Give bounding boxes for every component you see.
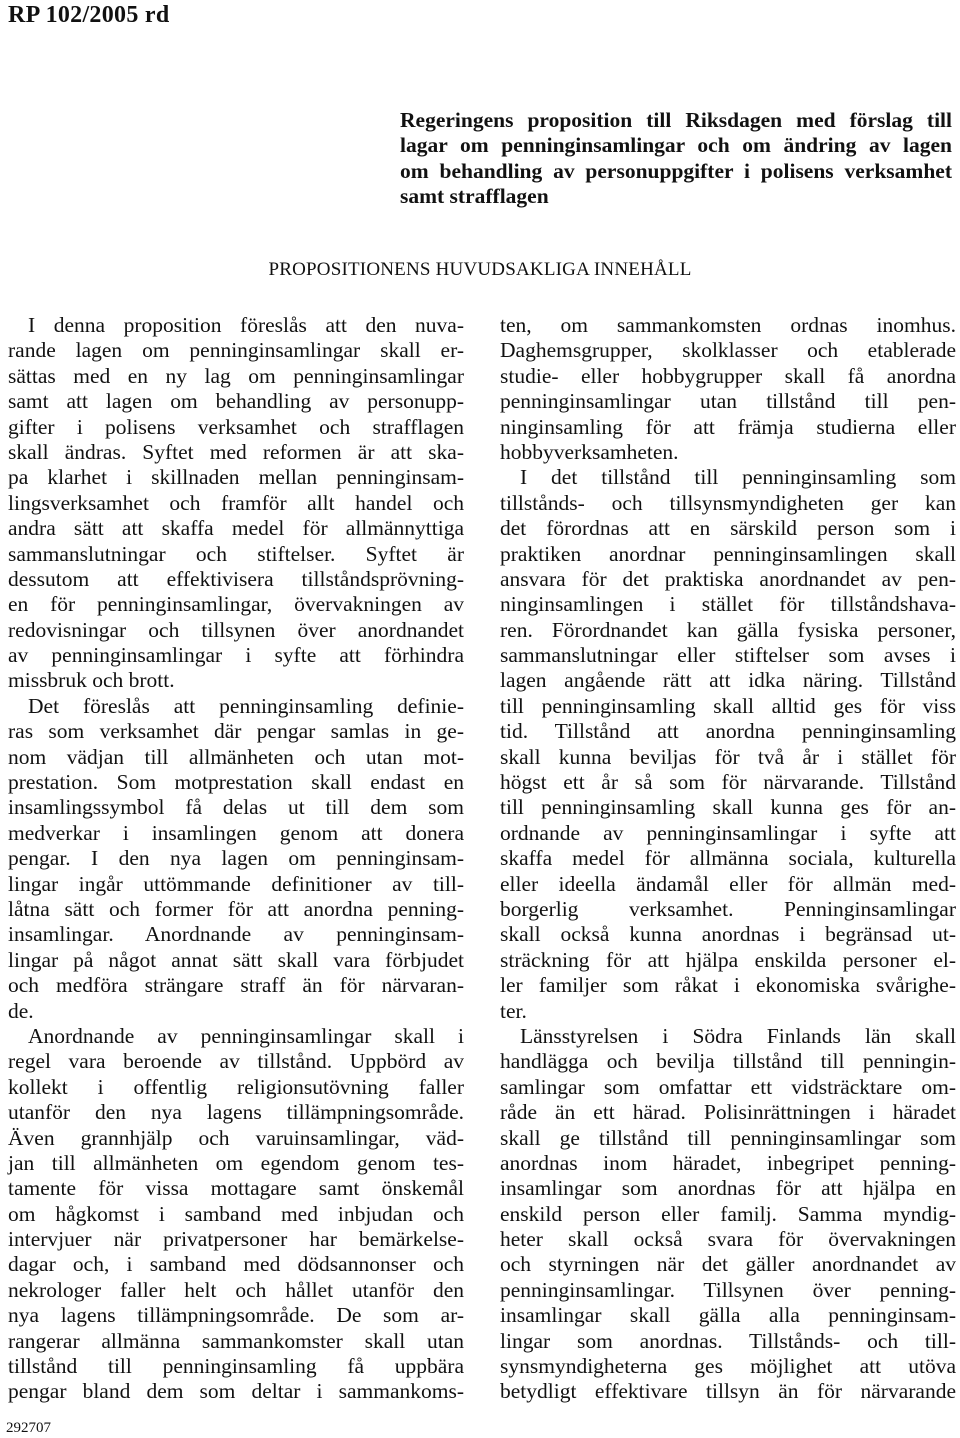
text-line: prestation. Som motprestation skall endast en (8, 770, 464, 795)
text-line: pa klarhet i skillnaden mellan penninginsam- (8, 465, 464, 490)
title-line: Regeringens proposition till Riksdagen med förslag till (400, 108, 952, 132)
text-line: skall ändras. Syftet med reformen är att ska- (8, 439, 464, 464)
text-line: Anordnande av penninginsamlingar skall i (28, 1023, 464, 1048)
text-line: ninginsamling för att främja studierna eller (500, 414, 956, 439)
text-line: ten, om sammankomsten ordnas inomhus. (500, 313, 956, 337)
text-line: tillstånds- och tillsynsmyndigheten ger kan (500, 490, 956, 515)
text-line: de. (8, 998, 34, 1023)
text-line: råde än ett härad. Polisinrättningen i häradet (500, 1100, 956, 1125)
text-line: insamlingssymbol få delas ut till dem som (8, 795, 464, 820)
text-line: I denna proposition föreslås att den nuva- (28, 313, 464, 337)
text-line: Det föreslås att penninginsamling definie- (28, 693, 464, 718)
text-line: det förordnas att en särskild person som i (500, 516, 956, 541)
text-line: medverkar i insamlingen genom att donera (8, 820, 464, 845)
text-line: studie- eller hobbygrupper skall få anordna (500, 363, 956, 388)
text-line: ler familjer som råkat i ekonomiska svårighe- (500, 973, 956, 998)
text-line: gifter i polisens verksamhet och strafflagen (8, 414, 464, 439)
text-line: ansvara för det praktiska anordnandet av pen- (500, 566, 956, 591)
text-line: om hågkomst i samband med inbjudan och (8, 1201, 464, 1226)
title-line: lagar om penninginsamlingar och om ändring av lagen (400, 133, 952, 158)
text-line: tillstånd till penninginsamling få uppbära (8, 1354, 464, 1379)
text-line: lingar som anordnas. Tillstånds- och till- (500, 1328, 956, 1353)
text-line: sträckning för att hjälpa enskilda personer el- (500, 947, 956, 972)
text-line: och styrningen när det gäller anordnandet av (500, 1252, 956, 1277)
text-line: betydligt effektivare tillsyn än för närvarande (500, 1379, 956, 1404)
text-line: tamente för vissa mottagare samt önskemål (8, 1176, 464, 1201)
text-line: samlingar som omfattar ett vidsträcktare om- (500, 1074, 956, 1099)
text-line: intervjuer när privatpersoner har bemärkelse- (8, 1227, 464, 1252)
text-line: dagar och, i samband med dödsannonser och (8, 1252, 464, 1277)
text-line: jan till allmänheten om egendom genom tes- (8, 1150, 464, 1175)
text-line: sammanslutningar eller stiftelser som avses i (500, 643, 956, 668)
text-line: av penninginsamlingar i syfte att förhindra (8, 643, 464, 668)
text-line: lingsverksamhet och framför allt handel och (8, 490, 464, 515)
text-line: lingar på något annat sätt skall vara förbjudet (8, 947, 464, 972)
text-line: penninginsamlingar utan tillstånd till pen- (500, 389, 956, 414)
text-line: rangerar allmänna sammankomster skall utan (8, 1328, 464, 1353)
text-line: ras som verksamhet där pengar samlas in ge- (8, 719, 464, 744)
left-column (8, 313, 464, 1405)
document-id: RP 102/2005 rd (8, 2, 170, 28)
text-line: pengar. I den nya lagen om penninginsam- (8, 846, 464, 871)
text-line: ninginsamlingen i stället för tillståndshava- (500, 592, 956, 617)
text-line: enskild person eller familj. Samma myndig- (500, 1201, 956, 1226)
text-line: anordnas inom häradet, inbegripet penning- (500, 1150, 956, 1175)
text-line: Länsstyrelsen i Södra Finlands län skall (520, 1023, 956, 1048)
text-line: I det tillstånd till penninginsamling som (520, 465, 956, 490)
text-line: ter. (500, 998, 527, 1023)
text-line: till penninginsamling skall kunna ges för an- (500, 795, 956, 820)
text-line: sammanslutningar och stiftelser. Syftet är (8, 541, 464, 566)
text-line: Daghemsgrupper, skolklasser och etablerade (500, 338, 956, 363)
text-line: lingar ingår uttömmande definitioner av till- (8, 871, 464, 896)
text-line: skaffa medel för allmänna sociala, kulturella (500, 846, 956, 871)
title-line: samt strafflagen (400, 184, 549, 209)
text-line: rande lagen om penninginsamlingar skall er- (8, 338, 464, 363)
text-line: praktiken anordnar penninginsamlingen skall (500, 541, 956, 566)
text-line: högst ett år så som för närvarande. Tillstånd (500, 770, 956, 795)
text-line: handlägga och bevilja tillstånd till penningin- (500, 1049, 956, 1074)
text-line: andra sätt att skaffa medel för allmännyttiga (8, 516, 464, 541)
text-line: synsmyndigheterna ges möjlighet att utöva (500, 1354, 956, 1379)
text-line: och medföra strängare straff än för närvaran- (8, 973, 464, 998)
text-line: sättas med en ny lag om penninginsamlingar (8, 363, 464, 388)
text-line: ordnande av penninginsamlingar i syfte att (500, 820, 956, 845)
text-line: utanför den nya lagens tillämpningsområde. (8, 1100, 464, 1125)
text-line: redovisningar och tillsynen över anordnandet (8, 617, 464, 642)
text-line: nya lagens tillämpningsområde. De som ar- (8, 1303, 464, 1328)
text-line: låtna sätt och former för att anordna penning- (8, 896, 464, 921)
text-line: skall ge tillstånd till penninginsamlingar som (500, 1125, 956, 1150)
text-line: regel vara beroende av tillstånd. Uppbörd av (8, 1049, 464, 1074)
text-line: till penninginsamling skall alltid ges för viss (500, 693, 956, 718)
text-line: eller ideella ändamål eller för allmän med- (500, 871, 956, 896)
text-line: insamlingar. Anordnande av penninginsam- (8, 922, 464, 947)
proposition-title (400, 108, 952, 210)
text-line: missbruk och brott. (8, 668, 175, 693)
text-line: nom vädjan till allmänheten och utan mot- (8, 744, 464, 769)
text-line: ren. Förordnandet kan gälla fysiska personer, (500, 617, 956, 642)
text-line: skall kunna beviljas för två år i stället för (500, 744, 956, 769)
document-number: 292707 (6, 1420, 51, 1436)
right-column (500, 313, 956, 1405)
text-line: samt att lagen om behandling av personupp- (8, 389, 464, 414)
text-line: tid. Tillstånd att anordna penninginsamling (500, 719, 956, 744)
text-line: heter skall också svara för övervakningen (500, 1227, 956, 1252)
text-line: penninginsamlingar. Tillsynen över penning- (500, 1277, 956, 1302)
text-line: pengar bland dem som deltar i sammankoms- (8, 1379, 464, 1404)
text-line: insamlingar som anordnas för att hjälpa en (500, 1176, 956, 1201)
text-line: lagen angående rätt att idka näring. Tillstånd (500, 668, 956, 693)
text-line: kollekt i offentlig religionsutövning faller (8, 1074, 464, 1099)
text-line: insamlingar skall gälla alla penninginsam- (500, 1303, 956, 1328)
text-line: dessutom att effektivisera tillståndsprövning- (8, 566, 464, 591)
text-line: borgerlig verksamhet. Penninginsamlingar (500, 896, 956, 921)
text-line: Även grannhjälp och varuinsamlingar, väd- (8, 1125, 464, 1150)
title-line: om behandling av personuppgifter i polisens verksamhet (400, 158, 952, 183)
text-line: skall också kunna anordnas i begränsad ut- (500, 922, 956, 947)
text-line: hobbyverksamheten. (500, 439, 679, 464)
section-heading: PROPOSITIONENS HUVUDSAKLIGA INNEHÅLL (268, 259, 692, 280)
text-line: nekrologer faller helt och hållet utanför den (8, 1277, 464, 1302)
text-line: en för penninginsamlingar, övervakningen av (8, 592, 464, 617)
